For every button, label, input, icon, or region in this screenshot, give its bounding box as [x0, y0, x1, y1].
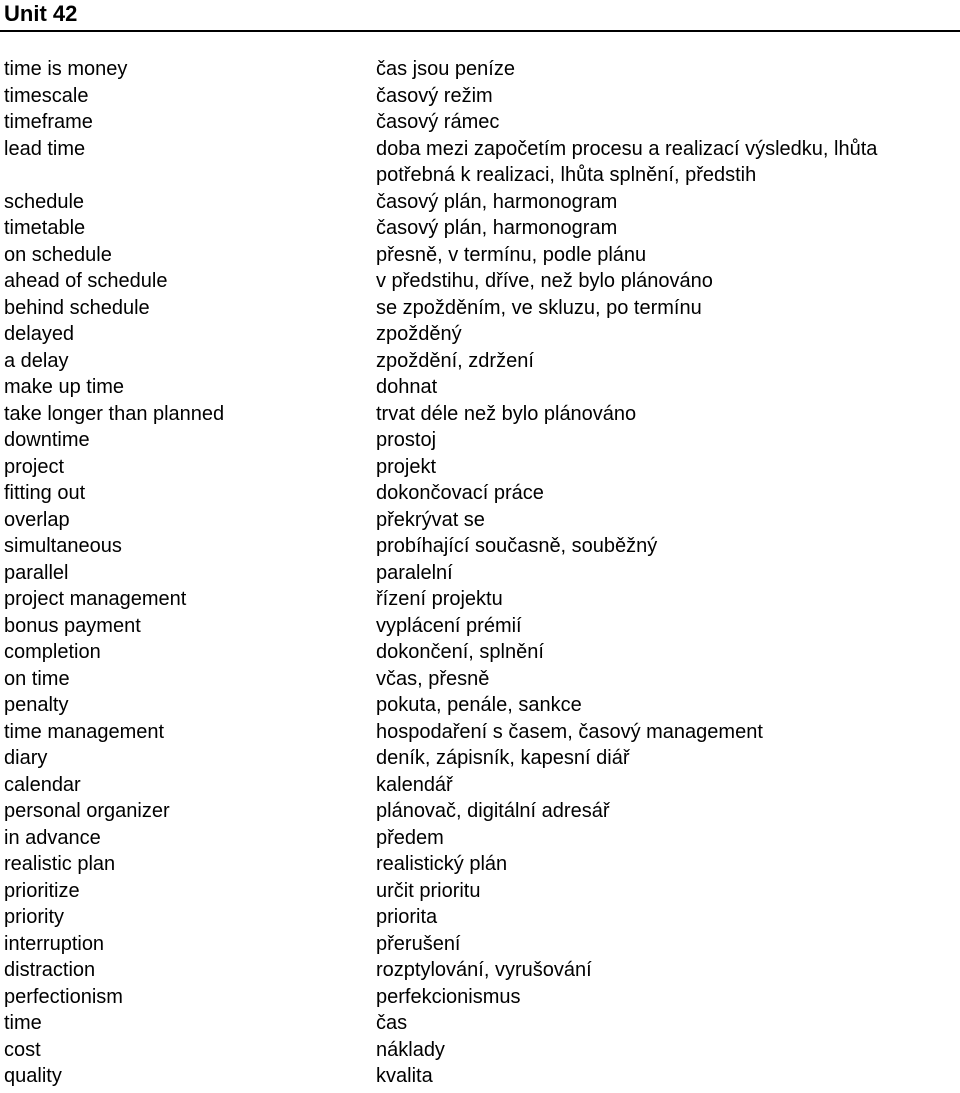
czech-translation: paralelní: [376, 561, 453, 584]
vocabulary-row: [0, 215, 960, 242]
vocabulary-row: [0, 427, 960, 454]
english-term: personal organizer: [4, 800, 170, 822]
english-term: bonus payment: [4, 614, 141, 637]
english-term: completion: [4, 641, 101, 663]
english-term: simultaneous: [4, 535, 122, 557]
vocabulary-row: [0, 321, 960, 348]
english-term: priority: [4, 906, 65, 928]
czech-translation: časový rámec: [376, 111, 500, 133]
czech-translation: priorita: [376, 906, 438, 928]
english-term: timescale: [4, 84, 89, 107]
english-term: diary: [4, 747, 48, 769]
vocabulary-row: [0, 560, 960, 587]
english-term: quality: [4, 1065, 62, 1087]
czech-translation: projekt: [376, 455, 437, 478]
vocabulary-row: [0, 851, 960, 878]
english-term: timetable: [4, 217, 86, 239]
czech-translation: řízení projektu: [376, 588, 503, 610]
page-title: Unit 42: [4, 1, 78, 26]
czech-translation: hospodaření s časem, časový management: [376, 720, 763, 743]
vocabulary-row: [0, 692, 960, 719]
czech-translation: dokončovací práce: [376, 482, 544, 504]
czech-translation: doba mezi započetím procesu a realizací výsledku, lhůta potřebná k realizaci, lhůta splnění, předstih: [376, 137, 878, 186]
vocabulary-row: [0, 533, 960, 560]
czech-translation: deník, zápisník, kapesní diář: [376, 747, 630, 769]
vocabulary-row: [0, 401, 960, 428]
czech-translation: čas: [376, 1012, 408, 1034]
vocabulary-row: [0, 1063, 960, 1090]
english-term: distraction: [4, 959, 96, 981]
vocabulary-row: [0, 83, 960, 110]
vocabulary-list: [0, 56, 960, 1090]
czech-translation: náklady: [376, 1038, 445, 1061]
english-term: time is money: [4, 58, 128, 80]
english-term: project management: [4, 588, 187, 610]
vocabulary-row: [0, 772, 960, 799]
title-divider: [0, 30, 960, 32]
vocabulary-row: [0, 268, 960, 295]
english-term: lead time: [4, 137, 86, 160]
vocabulary-row: [0, 242, 960, 269]
czech-translation: časový plán, harmonogram: [376, 217, 618, 239]
czech-translation: čas jsou peníze: [376, 58, 515, 80]
czech-translation: zpoždění, zdržení: [376, 349, 534, 372]
vocabulary-row: [0, 745, 960, 772]
vocabulary-row: [0, 878, 960, 905]
vocabulary-row: [0, 825, 960, 852]
english-term: cost: [4, 1038, 41, 1061]
czech-translation: včas, přesně: [376, 667, 490, 690]
vocabulary-row: [0, 189, 960, 216]
czech-translation: pokuta, penále, sankce: [376, 694, 582, 716]
czech-translation: předem: [376, 826, 444, 849]
english-term: take longer than planned: [4, 402, 225, 425]
vocabulary-row: [0, 613, 960, 640]
english-term: time: [4, 1012, 42, 1034]
english-term: behind schedule: [4, 296, 150, 319]
english-term: a delay: [4, 349, 69, 372]
vocabulary-row: [0, 639, 960, 666]
czech-translation: perfekcionismus: [376, 985, 521, 1008]
czech-translation: vyplácení prémií: [376, 614, 522, 637]
czech-translation: dokončení, splnění: [376, 641, 544, 663]
english-term: delayed: [4, 323, 75, 345]
english-term: make up time: [4, 376, 125, 398]
czech-translation: realistický plán: [376, 853, 508, 875]
english-term: in advance: [4, 826, 101, 849]
czech-translation: přerušení: [376, 932, 461, 955]
vocabulary-row: [0, 904, 960, 931]
czech-translation: dohnat: [376, 376, 438, 398]
english-term: timeframe: [4, 111, 93, 133]
english-term: ahead of schedule: [4, 270, 168, 292]
vocabulary-row: [0, 931, 960, 958]
english-term: realistic plan: [4, 853, 116, 875]
czech-translation: přesně, v termínu, podle plánu: [376, 243, 647, 266]
english-term: on schedule: [4, 243, 112, 266]
czech-translation: určit prioritu: [376, 879, 481, 902]
czech-translation: rozptylování, vyrušování: [376, 959, 592, 981]
english-term: time management: [4, 720, 165, 743]
vocabulary-row: [0, 454, 960, 481]
english-term: fitting out: [4, 482, 86, 504]
czech-translation: trvat déle než bylo plánováno: [376, 402, 637, 425]
vocabulary-row: [0, 56, 960, 83]
vocabulary-row: [0, 957, 960, 984]
vocabulary-row: [0, 109, 960, 136]
vocabulary-row: [0, 719, 960, 746]
vocabulary-row: [0, 348, 960, 375]
vocabulary-row: [0, 1037, 960, 1064]
czech-translation: probíhající současně, souběžný: [376, 535, 658, 557]
vocabulary-row: [0, 136, 960, 189]
english-term: perfectionism: [4, 985, 123, 1008]
english-term: downtime: [4, 429, 90, 451]
english-term: calendar: [4, 773, 81, 796]
english-term: interruption: [4, 932, 105, 955]
vocabulary-row: [0, 586, 960, 613]
vocabulary-row: [0, 480, 960, 507]
english-term: schedule: [4, 190, 85, 213]
english-term: project: [4, 455, 65, 478]
vocabulary-row: [0, 295, 960, 322]
vocabulary-row: [0, 666, 960, 693]
czech-translation: kalendář: [376, 773, 453, 796]
english-term: prioritize: [4, 879, 80, 902]
vocabulary-row: [0, 1010, 960, 1037]
czech-translation: překrývat se: [376, 508, 485, 531]
czech-translation: kvalita: [376, 1065, 433, 1087]
czech-translation: časový režim: [376, 84, 493, 107]
czech-translation: časový plán, harmonogram: [376, 190, 618, 213]
czech-translation: zpožděný: [376, 323, 462, 345]
vocabulary-row: [0, 374, 960, 401]
czech-translation: se zpožděním, ve skluzu, po termínu: [376, 296, 702, 319]
czech-translation: plánovač, digitální adresář: [376, 800, 610, 822]
english-term: on time: [4, 667, 70, 690]
vocabulary-row: [0, 798, 960, 825]
vocabulary-row: [0, 507, 960, 534]
vocabulary-row: [0, 984, 960, 1011]
czech-translation: prostoj: [376, 429, 437, 451]
english-term: parallel: [4, 561, 69, 584]
czech-translation: v předstihu, dříve, než bylo plánováno: [376, 270, 713, 292]
english-term: penalty: [4, 694, 69, 716]
english-term: overlap: [4, 508, 70, 531]
